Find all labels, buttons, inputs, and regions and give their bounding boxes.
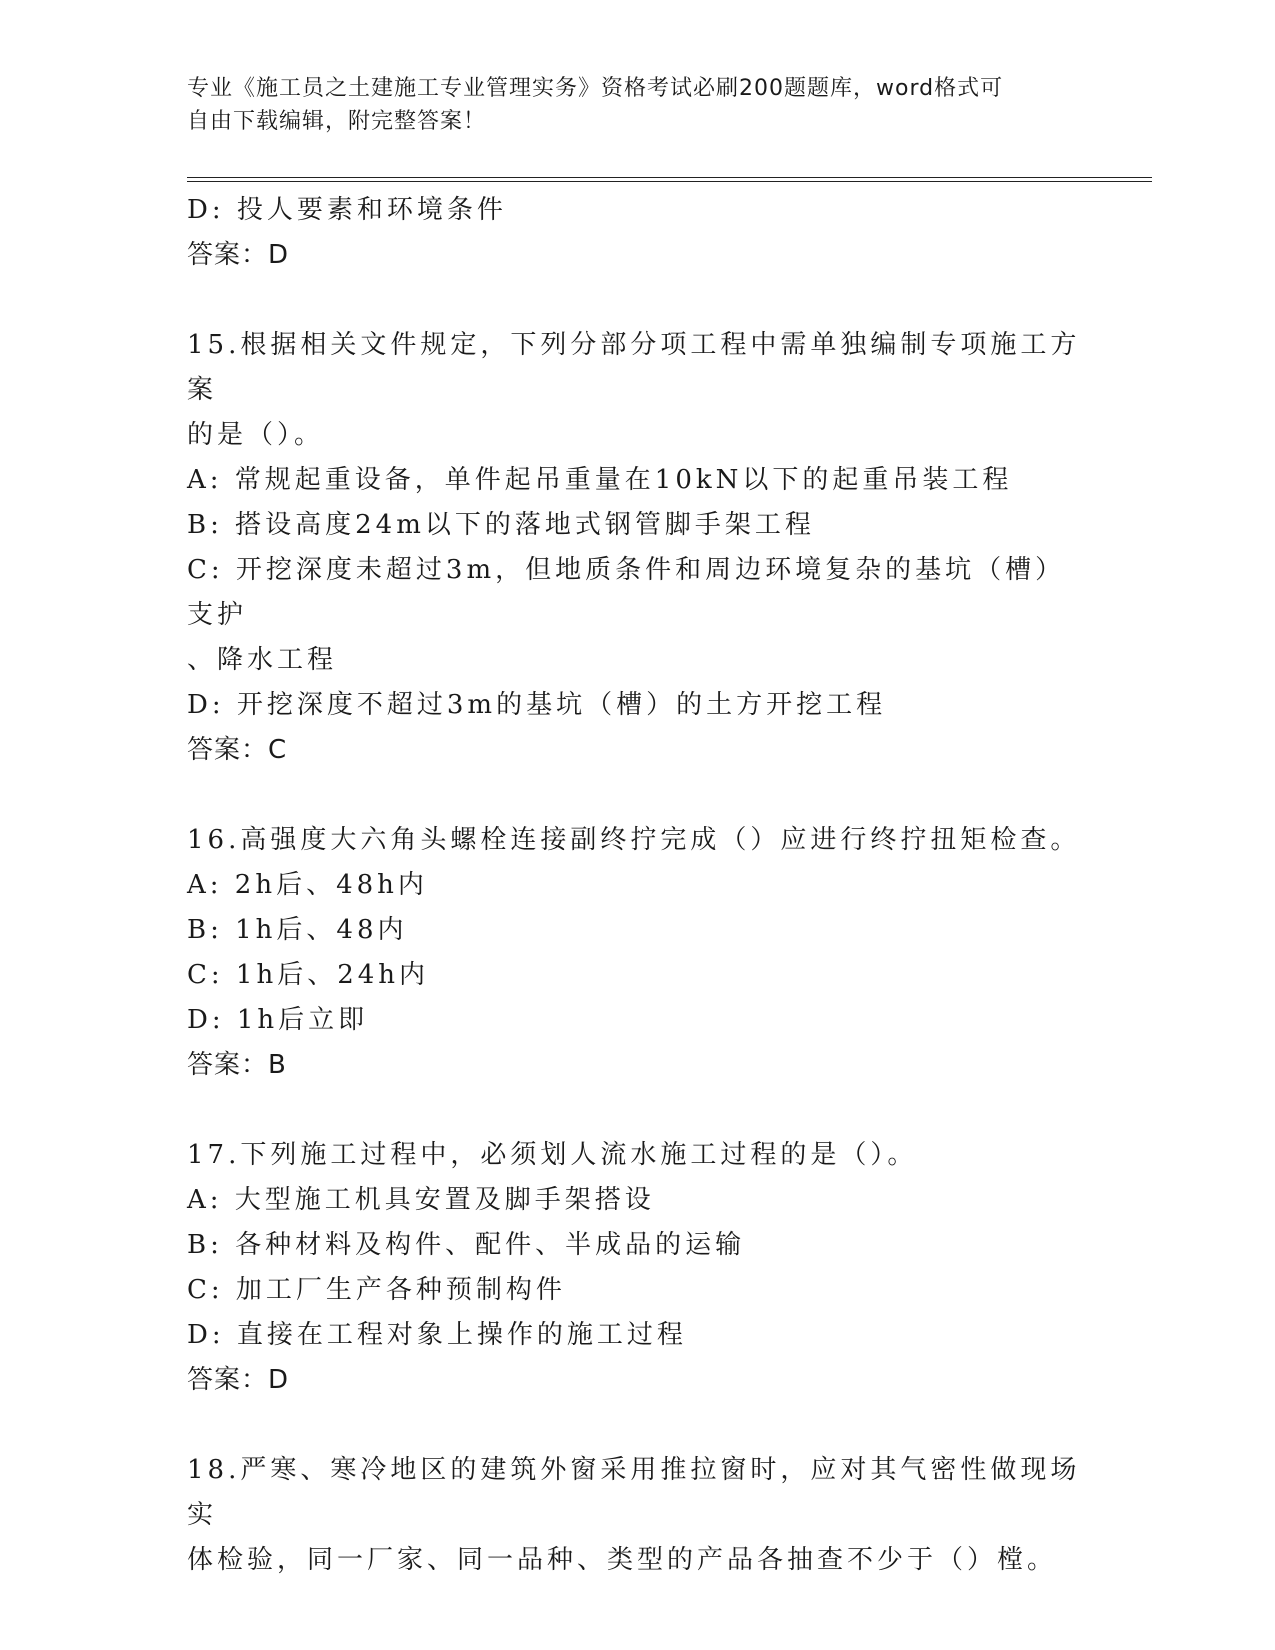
answer-line: 答案：D — [187, 240, 290, 270]
option-d: D: 开挖深度不超过3m的基坑（槽）的土方开挖工程 — [187, 690, 887, 720]
page-header — [187, 72, 1067, 138]
header-line: 专业《施工员之土建施工专业管理实务》资格考试必刷200题题库，word格式可 — [187, 76, 1004, 101]
question-stem: 15.根据相关文件规定，下列分部分项工程中需单独编制专项施工方案 — [187, 330, 1081, 405]
question-18 — [187, 1448, 1087, 1583]
option-b: B: 搭设高度24m以下的落地式钢管脚手架工程 — [187, 510, 815, 540]
option-a: A: 2h后、48h内 — [187, 870, 428, 900]
question-17 — [187, 1133, 1087, 1403]
option-d: D: 1h后立即 — [187, 1005, 369, 1035]
header-divider — [187, 177, 1152, 178]
question-list — [187, 188, 1087, 1583]
option-d: D: 投人要素和环境条件 — [187, 195, 507, 225]
option-b: B: 各种材料及构件、配件、半成品的运输 — [187, 1230, 746, 1260]
header-line: 自由下载编辑，附完整答案！ — [187, 109, 487, 134]
question-stem: 18.严寒、寒冷地区的建筑外窗采用推拉窗时，应对其气密性做现场实 — [187, 1455, 1081, 1530]
answer-line: 答案：D — [187, 1365, 290, 1395]
question-15 — [187, 323, 1087, 773]
option-a: A: 大型施工机具安置及脚手架搭设 — [187, 1185, 655, 1215]
spacer — [187, 1088, 1087, 1133]
option-a: A: 常规起重设备，单件起吊重量在10kN以下的起重吊装工程 — [187, 465, 1013, 495]
previous-question-tail — [187, 188, 1087, 278]
option-c: 、降水工程 — [187, 645, 338, 675]
question-stem: 17.下列施工过程中，必须划人流水施工过程的是（）。 — [187, 1140, 918, 1170]
option-b: B: 1h后、48内 — [187, 915, 408, 945]
question-stem: 的是（）。 — [187, 420, 325, 450]
option-d: D: 直接在工程对象上操作的施工过程 — [187, 1320, 687, 1350]
spacer — [187, 773, 1087, 818]
header-divider — [187, 181, 1152, 182]
option-c: C: 1h后、24h内 — [187, 960, 430, 990]
option-c: C: 开挖深度未超过3m，但地质条件和周边环境复杂的基坑（槽）支护 — [187, 555, 1066, 630]
question-stem: 16.高强度大六角头螺栓连接副终拧完成（）应进行终拧扭矩检查。 — [187, 825, 1081, 855]
spacer — [187, 278, 1087, 323]
question-stem: 体检验，同一厂家、同一品种、类型的产品各抽查不少于（）樘。 — [187, 1545, 1058, 1575]
question-16 — [187, 818, 1087, 1088]
answer-line: 答案：C — [187, 735, 288, 765]
option-c: C: 加工厂生产各种预制构件 — [187, 1275, 566, 1305]
spacer — [187, 1403, 1087, 1448]
answer-line: 答案：B — [187, 1050, 287, 1080]
